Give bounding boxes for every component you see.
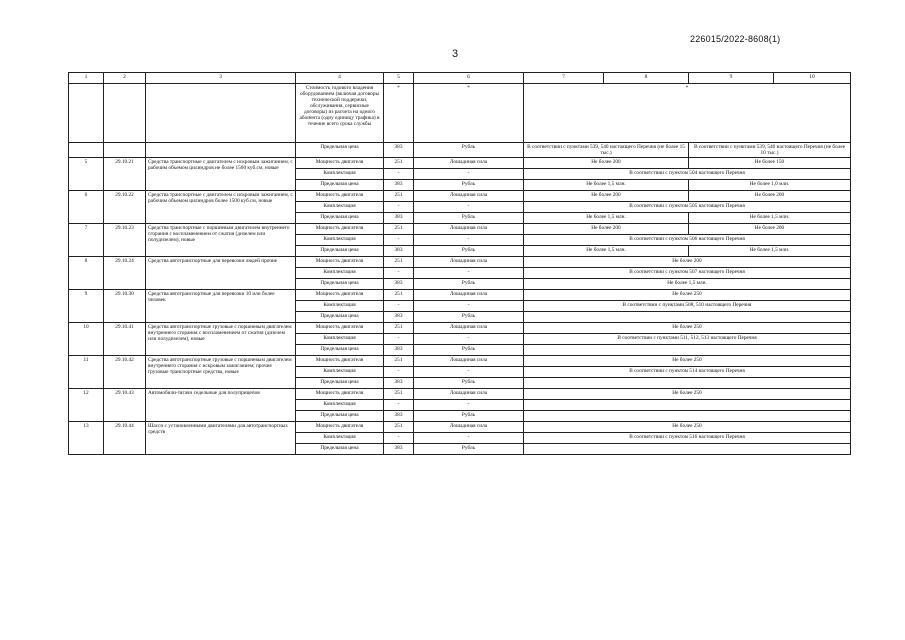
value-cell: В соответствии с пунктами 539, 540 настоящего Перечня (не более 10 тыс.) (689, 143, 851, 158)
unit-name-cell: - (414, 301, 524, 312)
unit-code-cell: 383 (384, 246, 414, 257)
unit-name-cell: Рубль (414, 378, 524, 389)
unit-code-cell: - (384, 169, 414, 180)
row-number-cell: 7 (69, 224, 104, 257)
attribute-cell: Предельная цена (296, 143, 384, 158)
unit-name-cell: Рубль (414, 411, 524, 422)
unit-code-cell: 383 (384, 411, 414, 422)
unit-name-cell: Лошадиная сила (414, 290, 524, 301)
attribute-cell: Мощность двигателя (296, 389, 384, 400)
unit-name-cell: - (414, 400, 524, 411)
name-cell: Автомобили-тягачи седельные для полуприцепов (146, 389, 296, 422)
unit-code-cell: 383 (384, 444, 414, 455)
attribute-cell: Комплектация (296, 235, 384, 246)
attribute-cell: Комплектация (296, 202, 384, 213)
unit-name-cell: Рубль (414, 279, 524, 290)
attribute-cell: Мощность двигателя (296, 224, 384, 235)
value-cell (524, 444, 851, 455)
attribute-cell: Предельная цена (296, 444, 384, 455)
value-cell: Не более 200 (689, 224, 851, 235)
attribute-cell: Мощность двигателя (296, 290, 384, 301)
value-cell: Не более 250 (524, 389, 851, 400)
unit-code-cell: - (384, 235, 414, 246)
attribute-cell: Мощность двигателя (296, 422, 384, 433)
attribute-cell: Предельная цена (296, 180, 384, 191)
unit-code-cell: 251 (384, 290, 414, 301)
name-cell (146, 143, 296, 158)
attribute-cell: Предельная цена (296, 246, 384, 257)
value-cell: Не более 250 (524, 356, 851, 367)
name-cell (146, 84, 296, 143)
unit-code-cell: 251 (384, 257, 414, 268)
attribute-cell: Мощность двигателя (296, 158, 384, 169)
header-cell: 6 (414, 73, 524, 84)
okpd-cell: 29.10.43 (104, 389, 146, 422)
attribute-cell: Предельная цена (296, 411, 384, 422)
okpd-cell (104, 143, 146, 158)
unit-code-cell: - (384, 301, 414, 312)
unit-name-cell: Лошадиная сила (414, 191, 524, 202)
value-cell: В соответствии с пунктом 505 настоящего Перечня (524, 202, 851, 213)
unit-code-cell: - (384, 400, 414, 411)
table-row (69, 323, 851, 334)
unit-name-cell: - (414, 334, 524, 345)
unit-name-cell: - (414, 268, 524, 279)
value-cell: Не более 200 (689, 191, 851, 202)
unit-name-cell: Рубль (414, 345, 524, 356)
table-row (69, 356, 851, 367)
unit-name-cell: Лошадиная сила (414, 158, 524, 169)
value-cell: Не более 1,5 млн. (524, 213, 689, 224)
table-row (69, 422, 851, 433)
name-cell: Средства автотранспортные для перевозки людей прочие (146, 257, 296, 290)
header-cell: 7 (524, 73, 604, 84)
unit-name-cell: Рубль (414, 180, 524, 191)
unit-code-cell: - (384, 433, 414, 444)
unit-name-cell: - (414, 169, 524, 180)
table-row (69, 84, 851, 143)
okpd-cell: 29.10.22 (104, 191, 146, 224)
unit-code-cell: 383 (384, 213, 414, 224)
value-cell: В соответствии с пунктом 506 настоящего Перечня (524, 235, 851, 246)
value-cell (524, 312, 851, 323)
okpd-cell: 29.10.41 (104, 323, 146, 356)
unit-name-cell: Лошадиная сила (414, 422, 524, 433)
header-cell: 3 (146, 73, 296, 84)
value-cell: Не более 1,5 млн. (689, 246, 851, 257)
value-cell (524, 345, 851, 356)
unit-code-cell: - (384, 334, 414, 345)
unit-name-cell: Рубль (414, 143, 524, 158)
value-cell: В соответствии с пунктами 511, 512, 513 настоящего Перечня (524, 334, 851, 345)
table-row (69, 224, 851, 235)
attribute-cell: Предельная цена (296, 378, 384, 389)
attribute-cell: Комплектация (296, 400, 384, 411)
attribute-cell: Мощность двигателя (296, 356, 384, 367)
value-cell: * (524, 84, 851, 143)
row-number-cell (69, 84, 104, 143)
unit-name-cell: - (414, 367, 524, 378)
unit-code-cell: 383 (384, 345, 414, 356)
row-number-cell: 12 (69, 389, 104, 422)
value-cell: Не более 200 (524, 191, 689, 202)
name-cell: Средства автотранспортные грузовые с поршневым двигателем внутреннего сгорания с искровым зажиганием; прочие грузовые транспортные средства, новые (146, 356, 296, 389)
unit-name-cell: Лошадиная сила (414, 257, 524, 268)
value-cell: Не более 250 (524, 422, 851, 433)
header-cell: 4 (296, 73, 384, 84)
okpd-cell: 29.10.44 (104, 422, 146, 455)
attribute-cell: Предельная цена (296, 312, 384, 323)
attribute-cell: Предельная цена (296, 213, 384, 224)
header-cell: 2 (104, 73, 146, 84)
unit-code-cell: 383 (384, 180, 414, 191)
unit-code-cell: 251 (384, 323, 414, 334)
unit-name-cell: Лошадиная сила (414, 323, 524, 334)
value-cell: В соответствии с пунктом 504 настоящего Перечня (524, 169, 851, 180)
okpd-cell: 29.10.42 (104, 356, 146, 389)
attribute-cell: Комплектация (296, 433, 384, 444)
value-cell: Не более 1,5 млн. (524, 180, 689, 191)
attribute-cell: Мощность двигателя (296, 191, 384, 202)
unit-code-cell: * (384, 84, 414, 143)
header-row (69, 73, 851, 84)
table-row (69, 143, 851, 158)
unit-code-cell: - (384, 202, 414, 213)
value-cell: В соответствии с пунктом 507 настоящего Перечня (524, 268, 851, 279)
unit-name-cell: - (414, 433, 524, 444)
attribute-cell: Предельная цена (296, 345, 384, 356)
header-cell: 8 (604, 73, 689, 84)
table-row (69, 389, 851, 400)
table-row (69, 257, 851, 268)
unit-name-cell: * (414, 84, 524, 143)
okpd-cell (104, 84, 146, 143)
unit-name-cell: Рубль (414, 444, 524, 455)
name-cell: Средства автотранспортные грузовые с поршневым двигателем внутреннего сгорания с воспламенением от сжатия (дизелем или полудизелем), новые (146, 323, 296, 356)
unit-code-cell: 383 (384, 143, 414, 158)
attribute-cell: Комплектация (296, 367, 384, 378)
attribute-cell: Предельная цена (296, 279, 384, 290)
value-cell: Не более 1,0 млн. (689, 180, 851, 191)
value-cell: Не более 200 (524, 224, 689, 235)
okpd-cell: 29.10.24 (104, 257, 146, 290)
unit-code-cell: 383 (384, 279, 414, 290)
row-number-cell: 5 (69, 158, 104, 191)
regulation-table (68, 72, 851, 455)
value-cell: Не более 250 (524, 290, 851, 301)
value-cell: Не более 1,5 млн. (524, 246, 689, 257)
row-number-cell: 8 (69, 257, 104, 290)
name-cell: Средства транспортные с двигателем с искровым зажиганием, с рабочим объемом цилиндров более 1500 куб.см, новые (146, 191, 296, 224)
document-number: 226015/2022-8608(1) (690, 34, 781, 44)
unit-code-cell: 251 (384, 158, 414, 169)
value-cell: Не более 150 (689, 158, 851, 169)
header-cell: 5 (384, 73, 414, 84)
value-cell: В соответствии с пунктами 508, 510 настоящего Перечня (524, 301, 851, 312)
unit-name-cell: Лошадиная сила (414, 356, 524, 367)
unit-code-cell: 251 (384, 191, 414, 202)
table-row (69, 158, 851, 169)
unit-name-cell: - (414, 235, 524, 246)
attribute-cell: Комплектация (296, 334, 384, 345)
unit-code-cell: 251 (384, 422, 414, 433)
attribute-cell: Мощность двигателя (296, 257, 384, 268)
unit-code-cell: 251 (384, 356, 414, 367)
okpd-cell: 29.10.30 (104, 290, 146, 323)
attribute-cell: Комплектация (296, 268, 384, 279)
attribute-cell: Комплектация (296, 169, 384, 180)
value-cell: В соответствии с пунктами 539, 540 настоящего Перечня (не более 15 тыс.) (524, 143, 689, 158)
name-cell: Шасси с установленными двигателями для автотранспортных средств (146, 422, 296, 455)
value-cell: Не более 200 (524, 158, 689, 169)
unit-name-cell: Рубль (414, 246, 524, 257)
unit-code-cell: 251 (384, 389, 414, 400)
unit-name-cell: - (414, 202, 524, 213)
unit-code-cell: 251 (384, 224, 414, 235)
row-number-cell: 13 (69, 422, 104, 455)
row-number-cell: 9 (69, 290, 104, 323)
value-cell: Не более 1,5 млн. (524, 279, 851, 290)
header-cell: 9 (689, 73, 774, 84)
unit-name-cell: Лошадиная сила (414, 389, 524, 400)
unit-code-cell: - (384, 268, 414, 279)
header-cell: 10 (774, 73, 851, 84)
value-cell: В соответствии с пунктом 514 настоящего Перечня (524, 367, 851, 378)
table-row (69, 290, 851, 301)
value-cell (524, 411, 851, 422)
row-number-cell: 6 (69, 191, 104, 224)
name-cell: Средства автотранспортные для перевозки 10 или более человек (146, 290, 296, 323)
attribute-cell: Комплектация (296, 301, 384, 312)
row-number-cell (69, 143, 104, 158)
attribute-cell: Мощность двигателя (296, 323, 384, 334)
name-cell: Средства транспортные с поршневым двигателем внутреннего сгорания с воспламенением от сжатия (дизелем или полудизелем), новые (146, 224, 296, 257)
value-cell: Не более 250 (524, 323, 851, 334)
unit-name-cell: Рубль (414, 213, 524, 224)
unit-code-cell: 383 (384, 312, 414, 323)
value-cell: Не более 1,5 млн. (689, 213, 851, 224)
table-row (69, 191, 851, 202)
unit-name-cell: Лошадиная сила (414, 224, 524, 235)
value-cell: В соответствии с пунктом 516 настоящего Перечня (524, 433, 851, 444)
okpd-cell: 29.10.21 (104, 158, 146, 191)
value-cell: Не более 200 (524, 257, 851, 268)
value-cell (524, 400, 851, 411)
header-cell: 1 (69, 73, 104, 84)
value-cell (524, 378, 851, 389)
row-number-cell: 10 (69, 323, 104, 356)
unit-code-cell: 383 (384, 378, 414, 389)
unit-name-cell: Рубль (414, 312, 524, 323)
page-number: 3 (452, 48, 459, 60)
unit-code-cell: - (384, 367, 414, 378)
attribute-cell: Стоимость годового владения оборудованием (включая договоры технической поддержки, обслуживания, сервисные договоры) из расчета на одного абонента (одну единицу трафика) в течение всего срока службы (296, 84, 384, 143)
okpd-cell: 29.10.23 (104, 224, 146, 257)
name-cell: Средства транспортные с двигателем с искровым зажиганием, с рабочим объемом цилиндров не более 1500 куб.см, новые (146, 158, 296, 191)
row-number-cell: 11 (69, 356, 104, 389)
